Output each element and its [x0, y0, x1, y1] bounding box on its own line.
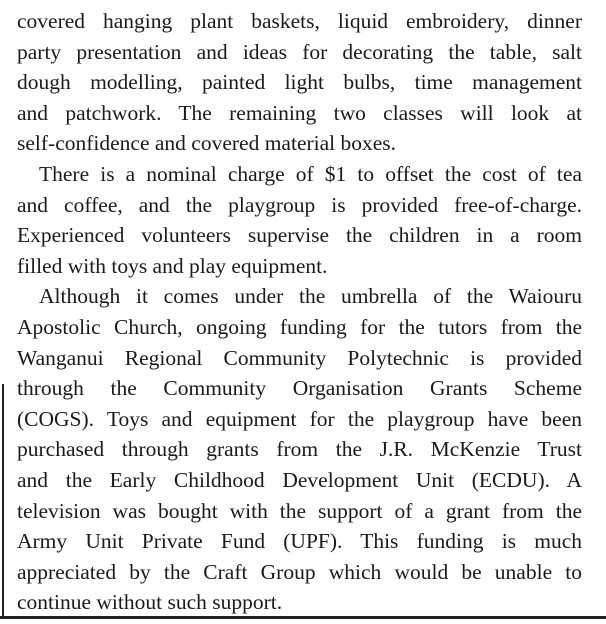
text-line: through the Community Organisation Grants Scheme — [17, 376, 582, 401]
text-line: Apostolic Church, ongoing funding for the tutors from the — [17, 314, 582, 339]
paragraph-1 — [17, 6, 582, 159]
text-line: dough modelling, painted light bulbs, time management — [17, 70, 582, 95]
text-line: party presentation and ideas for decorating the table, salt — [17, 39, 582, 64]
text-line: self-confidence and covered material boxes. — [17, 131, 397, 156]
text-line: Although it comes under the umbrella of the Waiouru — [39, 284, 582, 309]
text-line: Experienced volunteers supervise the children in a room — [17, 223, 582, 248]
paragraph-2 — [17, 159, 582, 281]
text-line: filled with toys and play equipment. — [17, 253, 328, 278]
text-line: television was bought with the support of a grant from the — [17, 498, 582, 523]
text-line: covered hanging plant baskets, liquid embroidery, dinner — [17, 9, 582, 33]
column-bottom-rule — [0, 616, 606, 619]
text-line: Wanganui Regional Community Polytechnic is provided — [17, 345, 582, 370]
text-line: continue without such support. — [17, 590, 283, 615]
text-line: (COGS). Toys and equipment for the playgroup have been — [17, 406, 582, 431]
text-line: There is a nominal charge of $1 to offset the cost of tea — [39, 161, 582, 186]
text-line: purchased through grants from the J.R. McKenzie Trust — [17, 437, 582, 462]
text-line: and the Early Childhood Development Unit (ECDU). A — [17, 467, 582, 492]
column-left-rule — [2, 384, 4, 618]
paragraph-3 — [17, 281, 582, 618]
text-line: Army Unit Private Fund (UPF). This funding is much — [17, 529, 582, 554]
text-line: appreciated by the Craft Group which would be unable to — [17, 559, 582, 584]
article-column — [17, 6, 582, 618]
text-line: and coffee, and the playgroup is provided free-of-charge. — [17, 192, 582, 217]
text-line: and patchwork. The remaining two classes will look at — [17, 100, 582, 125]
